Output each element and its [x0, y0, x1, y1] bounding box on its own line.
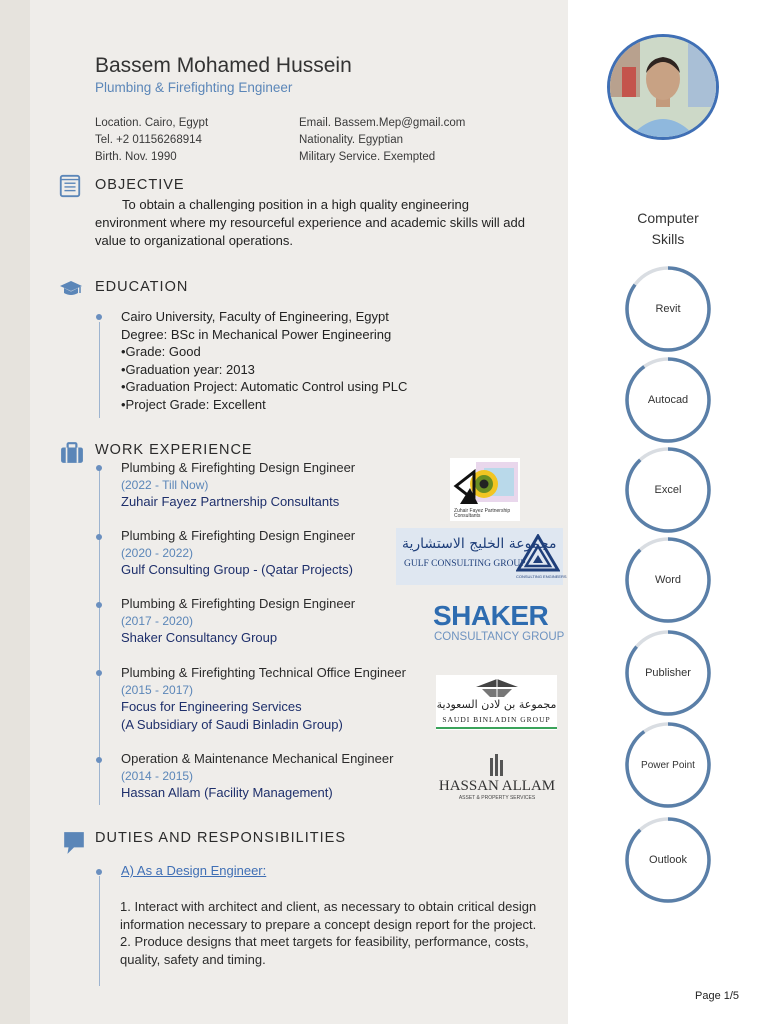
- gulf-consulting-logo: [396, 528, 567, 585]
- education-heading: EDUCATION: [95, 279, 189, 295]
- phone-text: Tel. +2 01156268914: [95, 134, 202, 146]
- shaker-logo-main: SHAKER: [433, 600, 549, 631]
- work-heading: WORK EXPERIENCE: [95, 442, 253, 458]
- binladin-emblem-icon: [474, 677, 520, 699]
- hassan-allam-logo: [438, 748, 556, 806]
- job-entry: [121, 528, 355, 579]
- job-company: Gulf Consulting Group - (Qatar Projects): [121, 562, 353, 577]
- duty-item: 1. Interact with architect and client, as necessary to obtain critical design information necessary to prepare a concept design report for the project.: [120, 899, 537, 932]
- skills-heading: [618, 208, 718, 250]
- gulf-triangle-icon: [516, 534, 560, 572]
- education-line: •Grade: Good: [121, 344, 201, 359]
- skill-outlook: [624, 816, 712, 904]
- binladin-logo-english: SAUDI BINLADIN GROUP: [442, 715, 551, 724]
- duty-item: 2. Produce designs that meet targets for feasibility, performance, costs, quality, safety and timing.: [120, 934, 529, 967]
- duties-list: [120, 898, 540, 968]
- education-line: Cairo University, Faculty of Engineering, Egypt: [121, 309, 389, 324]
- skill-publisher: [624, 629, 712, 717]
- birth-text: Birth. Nov. 1990: [95, 151, 177, 163]
- skill-word: [624, 536, 712, 624]
- job-role: Plumbing & Firefighting Design Engineer: [121, 528, 356, 543]
- job-role: Plumbing & Firefighting Technical Office Engineer: [121, 665, 406, 680]
- skill-revit: [624, 265, 712, 353]
- duties-timeline: [99, 876, 100, 986]
- profile-avatar-icon: [610, 37, 716, 137]
- skill-label: Autocad: [647, 394, 689, 406]
- job-role: Plumbing & Firefighting Design Engineer: [121, 460, 356, 475]
- speech-bubble-icon: [62, 831, 86, 855]
- shaker-logo-sub: CONSULTANCY GROUP: [434, 631, 565, 643]
- candidate-title: Plumbing & Firefighting Engineer: [95, 80, 293, 95]
- skill-label: Power Point: [641, 759, 695, 771]
- briefcase-icon: [60, 441, 84, 465]
- page-number: Page 1/5: [695, 990, 740, 1002]
- skill-label: Publisher: [645, 667, 691, 679]
- education-bullet: [96, 314, 102, 320]
- job-company: Shaker Consultancy Group: [121, 630, 278, 645]
- job-bullet: [96, 757, 102, 763]
- gulf-logo-arabic: مجموعة الخليج الاستشارية: [402, 536, 557, 552]
- job-period: (2014 - 2015): [121, 768, 194, 783]
- skills-heading-line: Skills: [651, 231, 685, 247]
- education-line: Degree: BSc in Mechanical Power Engineering: [121, 326, 392, 342]
- skill-label: Word: [654, 574, 682, 586]
- job-role: Operation & Maintenance Mechanical Engineer: [121, 751, 394, 766]
- job-company-note: (A Subsidiary of Saudi Binladin Group): [121, 717, 343, 732]
- education-details: [121, 308, 407, 413]
- skill-label: Outlook: [649, 854, 687, 866]
- job-entry: [121, 460, 355, 511]
- job-period: (2017 - 2020): [121, 613, 194, 628]
- gulf-logo-english: GULF CONSULTING GROUP: [404, 559, 526, 569]
- skills-heading-line: Computer: [637, 210, 699, 226]
- candidate-name: Bassem Mohamed Hussein: [95, 54, 352, 77]
- education-timeline: [99, 322, 100, 418]
- zuhair-logo-caption: Zuhair Fayez Partnership Consultants: [454, 508, 511, 519]
- job-company: Focus for Engineering Services: [121, 699, 302, 714]
- job-company: Hassan Allam (Facility Management): [121, 785, 333, 800]
- job-period: (2020 - 2022): [121, 545, 194, 560]
- shaker-logo: [433, 600, 565, 644]
- document-icon: [58, 174, 82, 198]
- saudi-binladin-logo: [436, 675, 557, 730]
- objective-heading: OBJECTIVE: [95, 177, 185, 193]
- zuhair-logo: [450, 458, 520, 521]
- duties-heading: DUTIES AND RESPONSIBILITIES: [95, 830, 346, 846]
- education-line: •Graduation Project: Automatic Control using PLC: [121, 379, 408, 394]
- job-period: (2022 - Till Now): [121, 477, 209, 492]
- binladin-logo-rule: [436, 727, 557, 729]
- hassan-allam-logo-sub: ASSET & PROPERTY SERVICES: [458, 795, 536, 801]
- job-bullet: [96, 670, 102, 676]
- job-bullet: [96, 534, 102, 540]
- hassan-allam-logo-main: HASSAN ALLAM: [438, 778, 556, 794]
- email-text: Email. Bassem.Mep@gmail.com: [299, 117, 466, 129]
- graduation-cap-icon: [59, 277, 83, 301]
- hassan-allam-emblem-icon: [488, 752, 506, 776]
- profile-photo: [607, 34, 719, 140]
- gulf-logo-small: CONSULTING ENGINEERS: [516, 574, 567, 579]
- skill-power-point: [624, 721, 712, 809]
- job-bullet: [96, 602, 102, 608]
- job-role: Plumbing & Firefighting Design Engineer: [121, 596, 356, 611]
- binladin-logo-arabic: مجموعة بن لادن السعودية: [436, 698, 557, 711]
- location-text: Location. Cairo, Egypt: [95, 117, 209, 129]
- nationality-text: Nationality. Egyptian: [299, 134, 403, 146]
- education-line: •Graduation year: 2013: [121, 361, 255, 377]
- job-period: (2015 - 2017): [121, 682, 194, 697]
- military-text: Military Service. Exempted: [299, 151, 436, 163]
- job-bullet: [96, 465, 102, 471]
- skill-label: Excel: [654, 484, 682, 496]
- contact-left: [95, 115, 208, 166]
- education-line: •Project Grade: Excellent: [121, 396, 266, 412]
- job-entry: [121, 665, 406, 734]
- objective-text: To obtain a challenging position in a high quality engineering environment where my resourceful experience and academic skills will add value to organizational operations.: [95, 197, 525, 248]
- contact-right: [299, 115, 465, 166]
- job-entry: [121, 596, 355, 647]
- skill-label: Revit: [655, 303, 681, 315]
- left-margin-strip: [0, 0, 30, 1024]
- duties-bullet: [96, 869, 102, 875]
- work-timeline: [99, 470, 100, 805]
- skill-excel: [624, 446, 712, 534]
- skill-autocad: [624, 356, 712, 444]
- job-entry: [121, 751, 393, 802]
- design-engineer-subheading: A) As a Design Engineer:: [121, 863, 267, 878]
- job-company: Zuhair Fayez Partnership Consultants: [121, 494, 340, 509]
